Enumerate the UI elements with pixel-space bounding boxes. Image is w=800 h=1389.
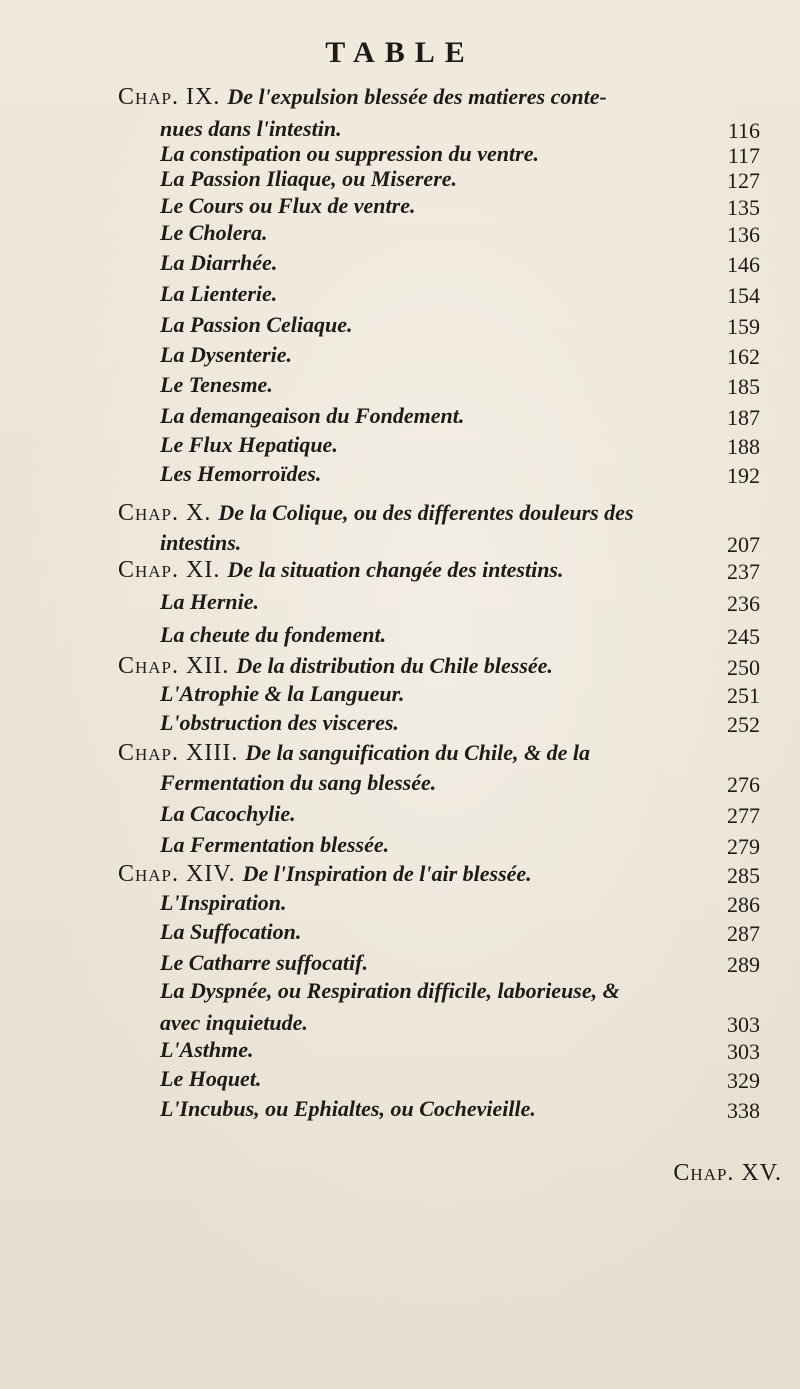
toc-entry (160, 1096, 536, 1122)
toc-entry (160, 589, 259, 615)
toc-entry (160, 832, 389, 858)
page-number: 245 (727, 624, 760, 649)
entry-title: La demangeaison du Fondement. (160, 403, 465, 428)
page-number: 207 (727, 532, 760, 557)
toc-entry (160, 141, 539, 167)
toc-entry (118, 740, 590, 766)
toc-entry (160, 250, 277, 276)
page-number: 159 (727, 314, 760, 339)
page-number: 154 (727, 283, 760, 308)
entry-title: De la Colique, ou des differentes douleurs des (218, 500, 634, 525)
entry-title: avec inquietude. (160, 1010, 308, 1035)
page-number: 116 (727, 118, 760, 143)
toc-entry (160, 1037, 254, 1063)
page-number: 285 (727, 863, 760, 888)
entry-title: La cheute du fondement. (160, 622, 387, 647)
toc-entry (160, 622, 386, 648)
toc-entry (160, 919, 301, 945)
page-number: 236 (727, 591, 760, 616)
chapter-label: Chap. XI. (118, 557, 228, 583)
toc-entry (118, 500, 634, 526)
page-number: 237 (727, 559, 760, 584)
toc-entry (160, 312, 353, 338)
entry-title: La Dysenterie. (160, 342, 292, 367)
page-number: 303 (727, 1012, 760, 1037)
entry-title: Le Flux Hepatique. (160, 432, 338, 457)
entry-title: Le Hoquet. (160, 1066, 262, 1091)
page-number: 185 (727, 374, 760, 399)
toc-entry (160, 116, 342, 142)
entry-title: La Fermentation blessée. (160, 832, 390, 857)
entry-title: Le Tenesme. (160, 372, 273, 397)
entry-title: La Diarrhée. (160, 250, 278, 275)
entry-title: L'obstruction des visceres. (160, 710, 399, 735)
toc-entry (160, 432, 338, 458)
chapter-label: Chap. XII. (118, 653, 237, 679)
entry-title: La Passion Celiaque. (160, 312, 353, 337)
toc-entry (118, 861, 532, 887)
page-number: 162 (727, 344, 760, 369)
toc-entry (118, 557, 564, 583)
page-number: 135 (727, 195, 760, 220)
page-number: 192 (727, 463, 760, 488)
entry-title: De l'expulsion blessée des matieres conte- (227, 84, 607, 109)
page-number: 127 (727, 168, 760, 193)
entry-title: La Lienterie. (160, 281, 278, 306)
page-number: 187 (727, 405, 760, 430)
page-number: 250 (727, 655, 760, 680)
entry-title: L'Inspiration. (160, 890, 287, 915)
toc-entry (160, 681, 405, 707)
entry-title: L'Incubus, ou Ephialtes, ou Cochevieille. (160, 1096, 536, 1121)
entry-title: De l'Inspiration de l'air blessée. (242, 861, 532, 886)
chapter-label: Chap. XIII. (118, 740, 246, 766)
entry-title: De la sanguification du Chile, & de la (245, 740, 591, 765)
page-number: 188 (727, 434, 760, 459)
entry-title: De la situation changée des intestins. (227, 557, 564, 582)
toc-entry (160, 801, 296, 827)
page-number: 289 (727, 952, 760, 977)
page-number: 146 (727, 252, 760, 277)
toc-entry (160, 193, 415, 219)
page-number: 251 (727, 683, 760, 708)
entry-title: La Hernie. (160, 589, 259, 614)
entry-title: L'Atrophie & la Langueur. (160, 681, 405, 706)
toc-entry (118, 653, 553, 679)
entry-title: nues dans l'intestin. (160, 116, 342, 141)
entry-title: La Suffocation. (160, 919, 302, 944)
toc-entry (160, 978, 620, 1004)
page-number: 136 (727, 222, 760, 247)
chapter-label: Chap. X. (118, 500, 219, 526)
toc-entry (160, 530, 241, 556)
toc-entry (160, 372, 273, 398)
page-number: 252 (727, 712, 760, 737)
toc-entry (160, 342, 292, 368)
toc-entry (160, 710, 399, 736)
page-number: 338 (727, 1098, 760, 1123)
catchword: Chap. XV. (673, 1160, 782, 1186)
page-number: 287 (727, 921, 760, 946)
toc-entry (160, 890, 287, 916)
toc-entry (118, 84, 607, 110)
entry-title: De la distribution du Chile blessée. (236, 653, 553, 678)
chapter-label: Chap. XIV. (118, 861, 243, 887)
chapter-label: Chap. IX. (118, 84, 228, 110)
toc-entry (160, 461, 321, 487)
running-head: TABLE (325, 36, 475, 69)
page-number: 117 (727, 143, 760, 168)
entry-title: Le Catharre suffocatif. (160, 950, 368, 975)
entry-title: La Cacochylie. (160, 801, 296, 826)
toc-entry (160, 1010, 308, 1036)
toc-entry (160, 220, 268, 246)
entry-title: intestins. (160, 530, 242, 555)
toc-entry (160, 950, 368, 976)
page-number: 329 (727, 1068, 760, 1093)
entry-title: Fermentation du sang blessée. (160, 770, 437, 795)
entry-title: L'Asthme. (160, 1037, 254, 1062)
entry-title: La Dyspnée, ou Respiration difficile, laborieuse, & (160, 978, 620, 1003)
toc-entry (160, 281, 277, 307)
entry-title: La Passion Iliaque, ou Miserere. (160, 166, 458, 191)
page-number: 279 (727, 834, 760, 859)
toc-entry (160, 1066, 261, 1092)
entry-title: Le Cholera. (160, 220, 268, 245)
page-number: 286 (727, 892, 760, 917)
entry-title: Les Hemorroïdes. (160, 461, 322, 486)
toc-entry (160, 770, 436, 796)
toc-entry (160, 403, 464, 429)
page-number: 303 (727, 1039, 760, 1064)
entry-title: La constipation ou suppression du ventre. (160, 141, 539, 166)
page-number: 277 (727, 803, 760, 828)
page-number: 276 (727, 772, 760, 797)
toc-entry (160, 166, 457, 192)
entry-title: Le Cours ou Flux de ventre. (160, 193, 416, 218)
